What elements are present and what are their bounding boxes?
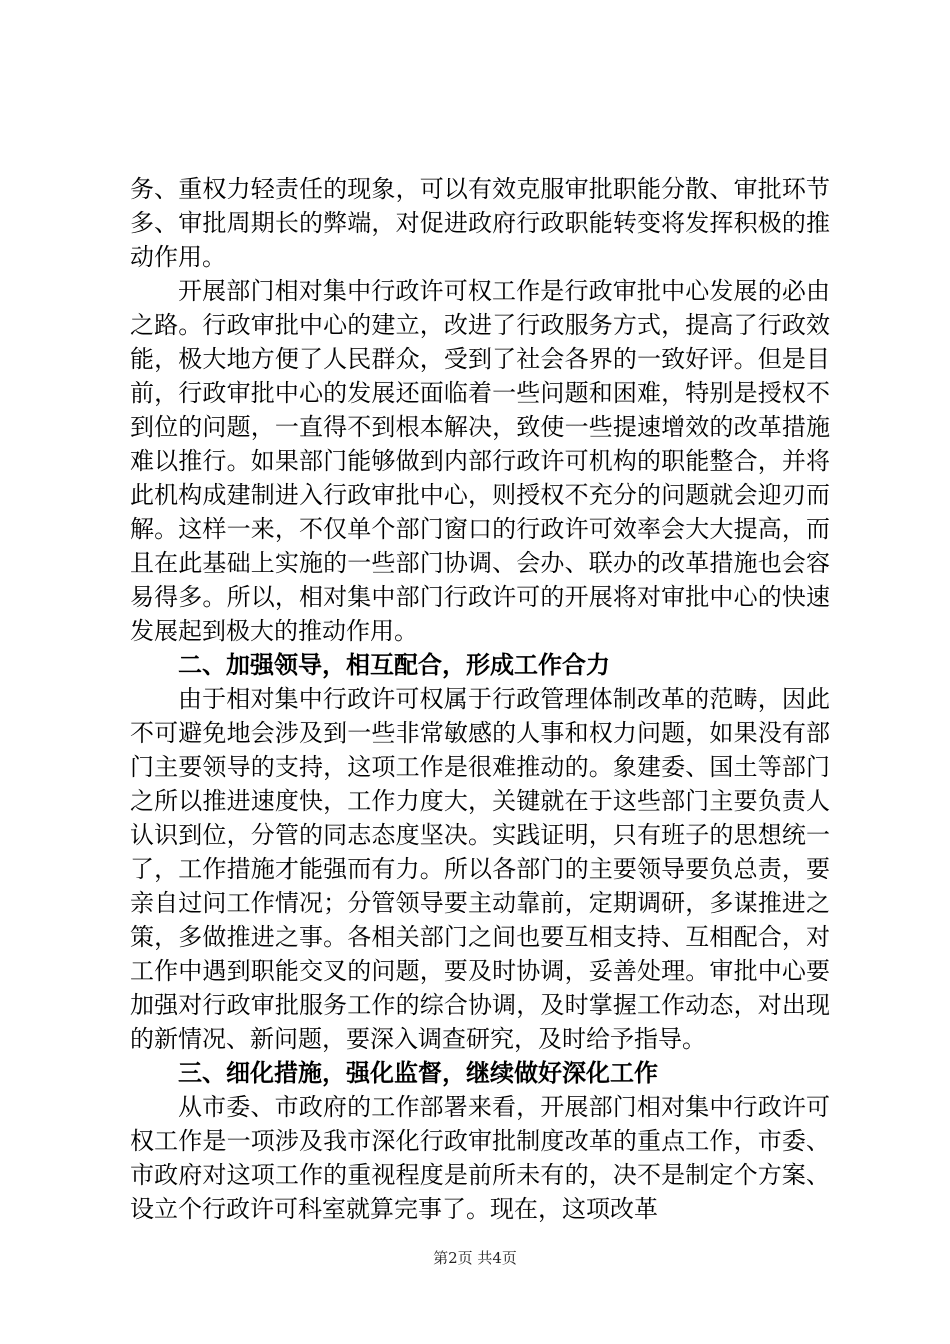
section-heading: 三、细化措施，强化监督，继续做好深化工作 [178, 1059, 658, 1087]
document-body [130, 172, 830, 1226]
paragraph: 由于相对集中行政许可权属于行政管理体制改革的范畴，因此不可避免地会涉及到一些非常敏感的人事和权力问题，如果没有部门主要领导的支持，这项工作是很难推动的。象建委、国土等部门之所以推进速度快，工作力度大，关键就在于这些部门主要负责人认识到位，分管的同志态度坚决。实践证明，只有班子的思想统一了，工作措施才能强而有力。所以各部门的主要领导要负总责，要亲自过问工作情况；分管领导要主动靠前，定期调研，多谋推进之策，多做推进之事。各相关部门之间也要互相支持、互相配合，对工作中遇到职能交叉的问题，要及时协调，妥善处理。审批中心要加强对行政审批服务工作的综合协调，及时掌握工作动态，对出现的新情况、新问题，要深入调查研究，及时给予指导。 [130, 685, 830, 1053]
paragraph: 开展部门相对集中行政许可权工作是行政审批中心发展的必由之路。行政审批中心的建立，改进了行政服务方式，提高了行政效能，极大地方便了人民群众，受到了社会各界的一致好评。但是目前，行政审批中心的发展还面临着一些问题和困难，特别是授权不到位的问题，一直得不到根本解决，致使一些提速增效的改革措施难以推行。如果部门能够做到内部行政许可机构的职能整合，并将此机构成建制进入行政审批中心，则授权不充分的问题就会迎刃而解。这样一来，不仅单个部门窗口的行政许可效率会大大提高，而且在此基础上实施的一些部门协调、会办、联办的改革措施也会容易得多。所以，相对集中部门行政许可的开展将对审批中心的快速发展起到极大的推动作用。 [130, 277, 830, 645]
section-heading: 二、加强领导，相互配合，形成工作合力 [178, 651, 610, 679]
paragraph-continued: 务、重权力轻责任的现象，可以有效克服审批职能分散、审批环节多、审批周期长的弊端，对促进政府行政职能转变将发挥积极的推动作用。 [130, 175, 830, 271]
paragraph: 从市委、市政府的工作部署来看，开展部门相对集中行政许可权工作是一项涉及我市深化行政审批制度改革的重点工作，市委、市政府对这项工作的重视程度是前所未有的，决不是制定个方案、设立个行政许可科室就算完事了。现在，这项改革 [130, 1093, 830, 1223]
page-footer: 第2页 共4页 [433, 1249, 517, 1267]
